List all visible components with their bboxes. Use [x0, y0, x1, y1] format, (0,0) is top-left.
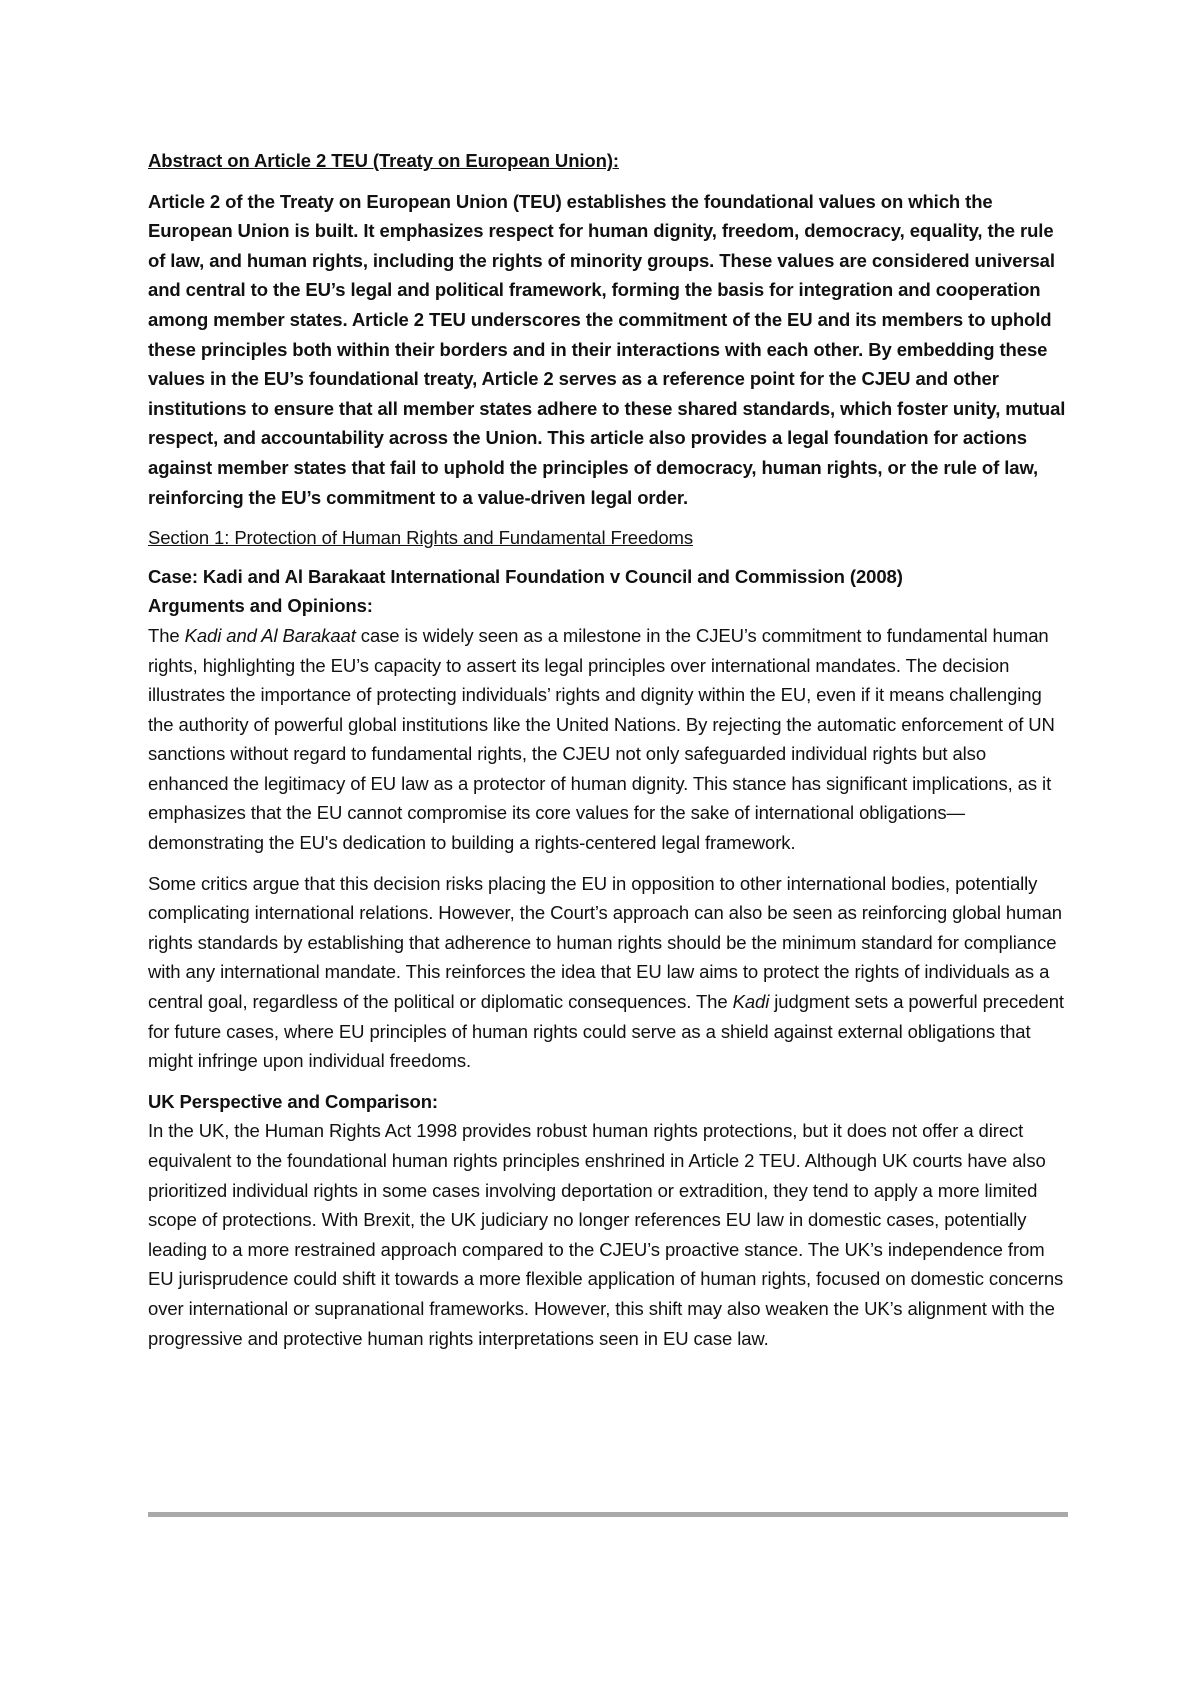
kadi-italic: Kadi — [732, 991, 770, 1013]
case-name-italic: Kadi and Al Barakaat — [184, 624, 356, 646]
uk-heading: UK Perspective and Comparison: — [148, 1090, 438, 1112]
section-title: Section 1: Protection of Human Rights and Fundamental Freedoms — [148, 527, 693, 549]
para1-text-start: The — [148, 624, 185, 646]
para2-text-start: Some critics argue that this decision risks placing the EU in opposition to other international bodies, potentially complicating international relations. However, the Court’s approach can also be seen as reinforcing global human rights standards by establishing that adherence to human rights should be the minimum standard for compliance with any international mandate. This reinforces the idea that EU law aims to protect the rights of individuals as a central goal, regardless of the political or diplomatic consequences. The — [148, 872, 1062, 1013]
uk-paragraph: In the UK, the Human Rights Act 1998 provides robust human rights protections, but it does not offer a direct equivalent to the foundational human rights principles enshrined in Article 2 TEU. Although UK courts have also prioritized individual rights in some cases involving deportation or extradition, they tend to apply a more limited scope of protections. With Brexit, the UK judiciary no longer references EU law in domestic cases, potentially leading to a more restrained approach compared to the CJEU’s proactive stance. The UK’s independence from EU jurisprudence could shift it towards a more flexible application of human rights, focused on domestic concerns over international or supranational frameworks. However, this shift may also weaken the UK’s alignment with the progressive and protective human rights interpretations seen in EU case law. — [148, 1120, 1064, 1349]
para2-text-end: judgment sets a powerful precedent for future cases, where EU principles of human rights could serve as a shield against external obligations that might infringe upon individual freedoms. — [148, 991, 1064, 1072]
abstract-title: Abstract on Article 2 TEU (Treaty on European Union): — [148, 150, 619, 171]
document-content — [148, 146, 1068, 1353]
case-title: Case: Kadi and Al Barakaat International Foundation v Council and Commission (2008) — [148, 565, 903, 587]
arguments-paragraph-2 — [148, 869, 1068, 1076]
horizontal-rule — [148, 1512, 1068, 1517]
arguments-heading: Arguments and Opinions: — [148, 595, 373, 617]
abstract-body: Article 2 of the Treaty on European Union (TEU) establishes the foundational values on which the European Union is built. It emphasizes respect for human dignity, freedom, democracy, equality, the rule of law, and human rights, including the rights of minority groups. These values are considered universal and central to the EU’s legal and political framework, forming the basis for integration and cooperation among member states. Article 2 TEU underscores the commitment of the EU and its members to uphold these principles both within their borders and in their interactions with each other. By embedding these values in the EU’s foundational treaty, Article 2 serves as a reference point for the CJEU and other institutions to ensure that all member states adhere to these shared standards, which foster unity, mutual respect, and accountability across the Union. This article also provides a legal foundation for actions against member states that fail to uphold the principles of democracy, human rights, or the rule of law, reinforcing the EU’s commitment to a value-driven legal order. — [148, 190, 1066, 508]
arguments-paragraph-1 — [148, 621, 1068, 858]
para1-text-end: case is widely seen as a milestone in the CJEU’s commitment to fundamental human rights, highlighting the EU’s capacity to assert its legal principles over international mandates. The decision illustrates the importance of protecting individuals’ rights and dignity within the EU, even if it means challenging the authority of powerful global institutions like the United Nations. By rejecting the automatic enforcement of UN sanctions without regard to fundamental rights, the CJEU not only safeguarded individual rights but also enhanced the legitimacy of EU law as a protector of human dignity. This stance has significant implications, as it emphasizes that the EU cannot compromise its core values for the sake of international obligations—demonstrating the EU's dedication to building a rights-centered legal framework. — [148, 624, 1055, 854]
